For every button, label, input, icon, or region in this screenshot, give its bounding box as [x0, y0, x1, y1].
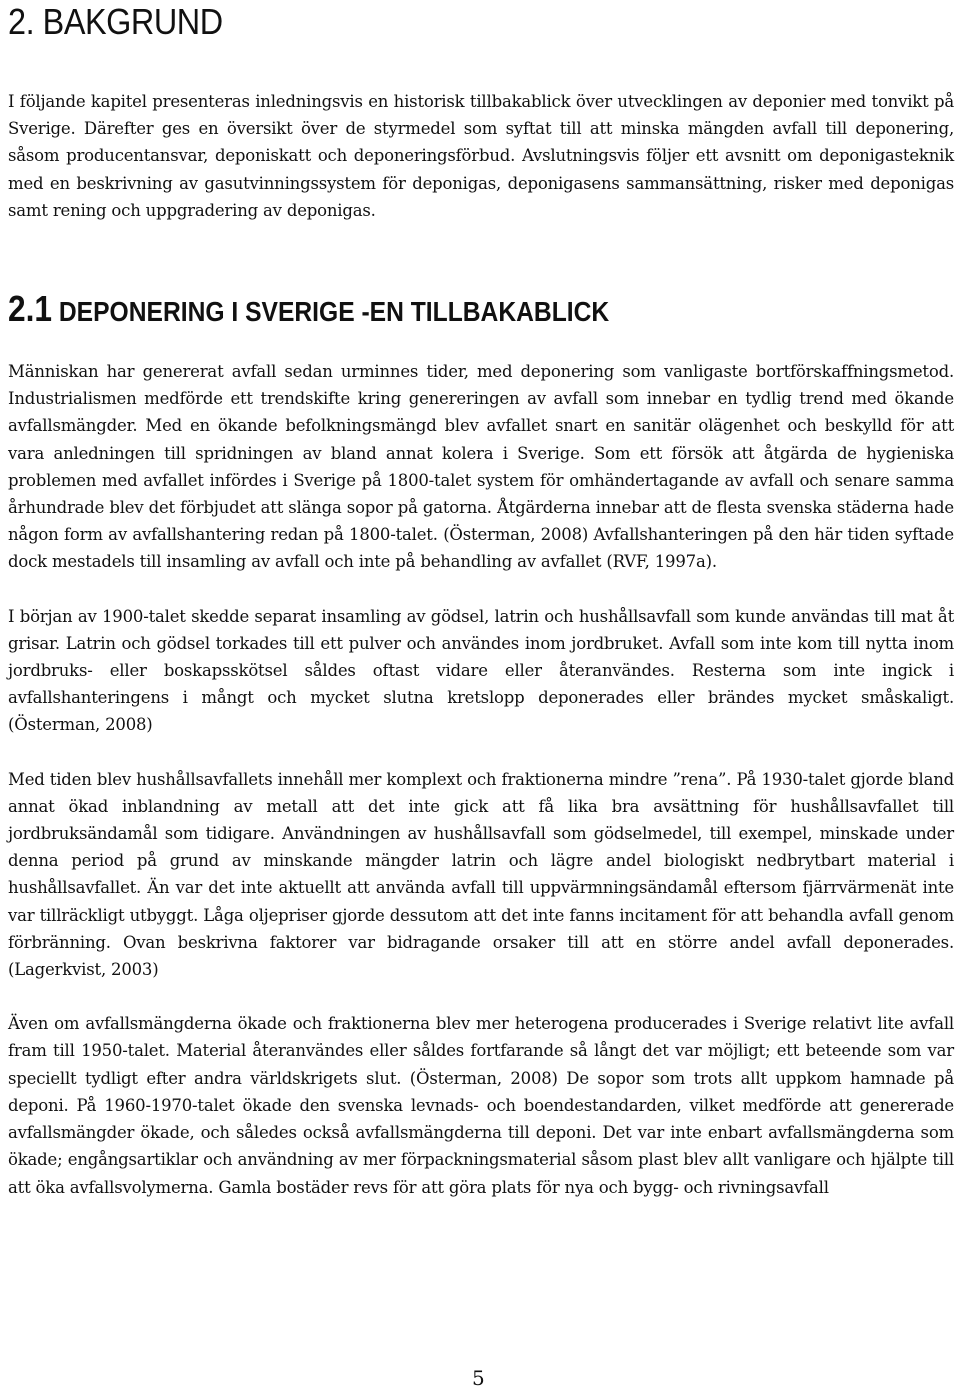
page-number: 5	[472, 1366, 485, 1390]
subsection-number: 2.1	[8, 288, 53, 330]
body-paragraph-3: Med tiden blev hushållsavfallets innehåll mer komplext och fraktionerna mindre ”rena”. På 1930-talet gjorde bland annat ökad inblandning av metall att det inte gick att få lika bra avsättning för hushållsavfallet till jordbruksändamål som tidigare. Användningen av hushållsavfall som gödselmedel, till exempel, minskade under denna period på grund av minskande mängder latrin och lägre andel biologiskt nedbrytbart material i hushållsavfallet. Än var det inte aktuellt att använda avfall till uppvärmningsändamål eftersom fjärrvärmenät inte var tillräckligt utbyggt. Låga oljepriser gjorde dessutom att det inte fanns incitament för att behandla avfall genom förbränning. Ovan beskrivna faktorer var bidragande orsaker till att en större andel avfall deponerades. (Lagerkvist, 2003)	[8, 769, 954, 980]
body-paragraph-2: I början av 1900-talet skedde separat insamling av gödsel, latrin och hushållsavfall som kunde användas till mat åt grisar. Latrin och gödsel torkades till ett pulver och användes inom jordbruket. Avfall som inte kom till nytta inom jordbruks- eller boskapsskötsel såldes oftast vidare eller återanvändes. Resterna som inte ingick i avfallshanteringens i mångt och mycket slutna kretslopp deponerades eller brändes mycket småskaligt. (Österman, 2008)	[8, 606, 954, 735]
subsection-heading	[8, 288, 840, 330]
document-page	[8, 0, 954, 1201]
intro-paragraph: I följande kapitel presenteras inledningsvis en historisk tillbakablick över utvecklingen av deponier med tonvikt på Sverige. Därefter ges en översikt över de styrmedel som syftat till att minska mängden avfall till deponering, såsom producentansvar, deponiskatt och deponeringsförbud. Avslutningsvis följer ett avsnitt om deponigasteknik med en beskrivning av gasutvinningssystem för deponigas, deponigasens sammansättning, risker med deponigas samt rening och uppgradering av deponigas.	[8, 92, 954, 220]
section-title: 2. BAKGRUND	[8, 1, 223, 42]
body-paragraph-1: Människan har genererat avfall sedan urminnes tider, med deponering som vanligaste bortförskaffningsmetod. Industrialismen medförde ett trendskifte kring genereringen av avfall som innebar en tydlig trend med ökande avfallsmängder. Med en ökande befolkningsmängd blev avfallet snart en sanitär olägenhet och beskylld för att vara anledningen till spridningen av bland annat kolera i Sverige. Som ett försök att åtgärda de hygieniska problemen med avfallet infördes i Sverige på 1800-talet system för omhändertagande av avfall och senare samma århundrade blev det förbjudet att slänga sopor på gatorna. Åtgärderna innebar att de flesta svenska städerna hade någon form av avfallshantering redan på 1800-talet. (Österman, 2008) Avfallshanteringen på den här tiden syftade dock mestadels till insamling av avfall och inte på behandling av avfallet (RVF, 1997a).	[8, 362, 954, 572]
subsection-title: DEPONERING I SVERIGE -EN TILLBAKABLICK	[58, 296, 610, 328]
body-paragraph-4: Även om avfallsmängderna ökade och fraktionerna blev mer heterogena producerades i Sverige relativt lite avfall fram till 1950-talet. Material återanvändes eller såldes fortfarande så långt det var möjligt; ett beteende som var speciellt tydligt efter andra världskrigets slut. (Österman, 2008) De sopor som trots allt uppkom hamnade på deponi. På 1960-1970-talet ökade den svenska levnads- och boendestandarden, vilket medförde att genererade avfallsmängder ökade, och således också avfallsmängderna till deponi. Det var inte enbart avfallsmängderna som ökade; engångsartiklar och användning av mer förpackningsmaterial såsom plast blev allt vanligare och hjälpte till att öka avfallsvolymerna. Gamla bostäder revs för att göra plats för nya och bygg- och rivningsavfall	[8, 1014, 954, 1197]
